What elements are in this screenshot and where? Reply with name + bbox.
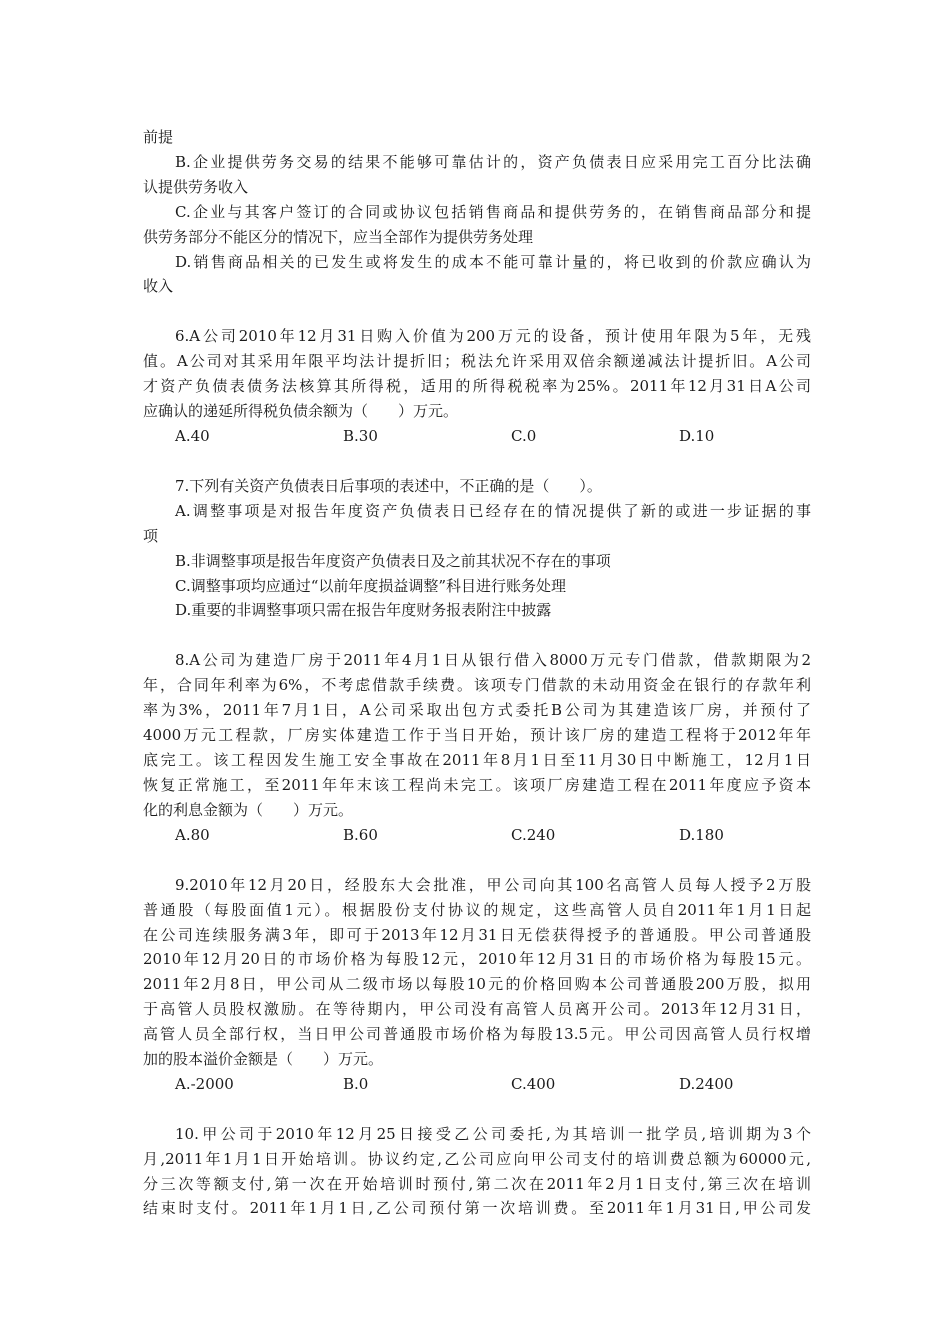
question-6-option-d: D.10 — [679, 427, 715, 445]
question-7-option-b: B.非调整事项是报告年度资产负债表日及之前其状况不存在的事项 — [175, 552, 611, 570]
question-9-option-a: A.-2000 — [175, 1075, 234, 1093]
question-9-text: 2011年2月8日，甲公司从二级市场以每股10元的价格回购本公司普通股200万股，拟用 — [143, 975, 811, 993]
question-7-option-d: D.重要的非调整事项只需在报告年度财务报表附注中披露 — [175, 601, 552, 619]
question-8-text: 4000万元工程款，厂房实体建造工作于当日开始，预计该厂房的建造工程将于2012年年 — [143, 726, 811, 744]
text-line: 供劳务部分不能区分的情况下，应当全部作为提供劳务处理 — [143, 228, 534, 246]
question-8-option-d: D.180 — [679, 826, 724, 844]
question-8-text: 8.A公司为建造厂房于2011年4月1日从银行借入8000万元专门借款，借款期限为2 — [175, 651, 811, 669]
question-8-option-c: C.240 — [511, 826, 556, 844]
question-10-text: 结束时支付。2011年1月1日,乙公司预付第一次培训费。至2011年1月31日,甲公司发 — [143, 1199, 811, 1217]
question-9-text: 高管人员全部行权，当日甲公司普通股市场价格为每股13.5元。甲公司因高管人员行权增 — [143, 1025, 811, 1043]
question-7-option-a-cont: 项 — [143, 527, 159, 545]
question-8-text: 底完工。该工程因发生施工安全事故在2011年8月1日至11月30日中断施工，12月1日 — [143, 751, 811, 769]
question-9-option-d: D.2400 — [679, 1075, 734, 1093]
question-8-text: 率为3%，2011年7月1日，A公司采取出包方式委托B公司为其建造该厂房，并预付了 — [143, 701, 811, 719]
question-7-option-c: C.调整事项均应通过“以前年度损益调整”科目进行账务处理 — [175, 577, 567, 595]
text-line: 认提供劳务收入 — [143, 178, 249, 196]
question-8-option-b: B.60 — [343, 826, 378, 844]
question-9-text: 于高管人员股权激励。在等待期内，甲公司没有高管人员离开公司。2013年12月31日， — [143, 1000, 811, 1018]
text-line: C.企业与其客户签订的合同或协议包括销售商品和提供劳务的，在销售商品部分和提 — [175, 203, 811, 221]
question-9-option-c: C.400 — [511, 1075, 556, 1093]
text-line: 前提 — [143, 128, 174, 146]
question-10-text: 分三次等额支付,第一次在开始培训时预付,第二次在2011年2月1日支付,第三次在培训 — [143, 1175, 811, 1193]
question-9-text: 9.2010年12月20日，经股东大会批准，甲公司向其100名高管人员每人授予2万股 — [175, 876, 811, 894]
text-line: D.销售商品相关的已发生或将发生的成本不能可靠计量的，将已收到的价款应确认为 — [175, 253, 811, 271]
question-6-text: 值。A公司对其采用年限平均法计提折旧；税法允许采用双倍余额递减法计提折旧。A公司 — [143, 352, 811, 370]
question-9-text: 2010年12月20日的市场价格为每股12元，2010年12月31日的市场价格为每股15元。 — [143, 950, 811, 968]
question-6-text: 应确认的递延所得税负债余额为（ ）万元。 — [143, 402, 459, 420]
question-8-text: 化的利息金额为（ ）万元。 — [143, 801, 354, 819]
question-9-text: 普通股（每股面值1元）。根据股份支付协议的规定，这些高管人员自2011年1月1日起 — [143, 901, 811, 919]
question-9-option-b: B.0 — [343, 1075, 369, 1093]
question-6-text: 6.A公司2010年12月31日购入价值为200万元的设备，预计使用年限为5年，无残 — [175, 327, 811, 345]
question-6-option-a: A.40 — [175, 427, 210, 445]
question-6-option-b: B.30 — [343, 427, 378, 445]
question-9-text: 在公司连续服务满3年，即可于2013年12月31日无偿获得授予的普通股。甲公司普通股 — [143, 926, 811, 944]
question-10-text: 10.甲公司于2010年12月25日接受乙公司委托,为其培训一批学员,培训期为3个 — [175, 1125, 811, 1143]
question-8-option-a: A.80 — [175, 826, 210, 844]
question-9-text: 加的股本溢价金额是（ ）万元。 — [143, 1050, 384, 1068]
question-8-text: 年，合同年利率为6%，不考虑借款手续费。该项专门借款的未动用资金在银行的存款年利 — [143, 676, 811, 694]
question-6-option-c: C.0 — [511, 427, 537, 445]
question-8-text: 恢复正常施工，至2011年年末该工程尚未完工。该项厂房建造工程在2011年度应予资本 — [143, 776, 811, 794]
question-10-text: 月,2011年1月1日开始培训。协议约定,乙公司应向甲公司支付的培训费总额为60000元, — [143, 1150, 811, 1168]
text-line: B.企业提供劳务交易的结果不能够可靠估计的，资产负债表日应采用完工百分比法确 — [175, 153, 811, 171]
question-6-text: 才资产负债表债务法核算其所得税，适用的所得税税率为25%。2011年12月31日A公司 — [143, 377, 811, 395]
text-line: 收入 — [143, 277, 174, 295]
question-7-text: 7.下列有关资产负债表日后事项的表述中，不正确的是（ ）。 — [175, 477, 602, 495]
question-7-option-a: A.调整事项是对报告年度资产负债表日已经存在的情况提供了新的或进一步证据的事 — [175, 502, 811, 520]
